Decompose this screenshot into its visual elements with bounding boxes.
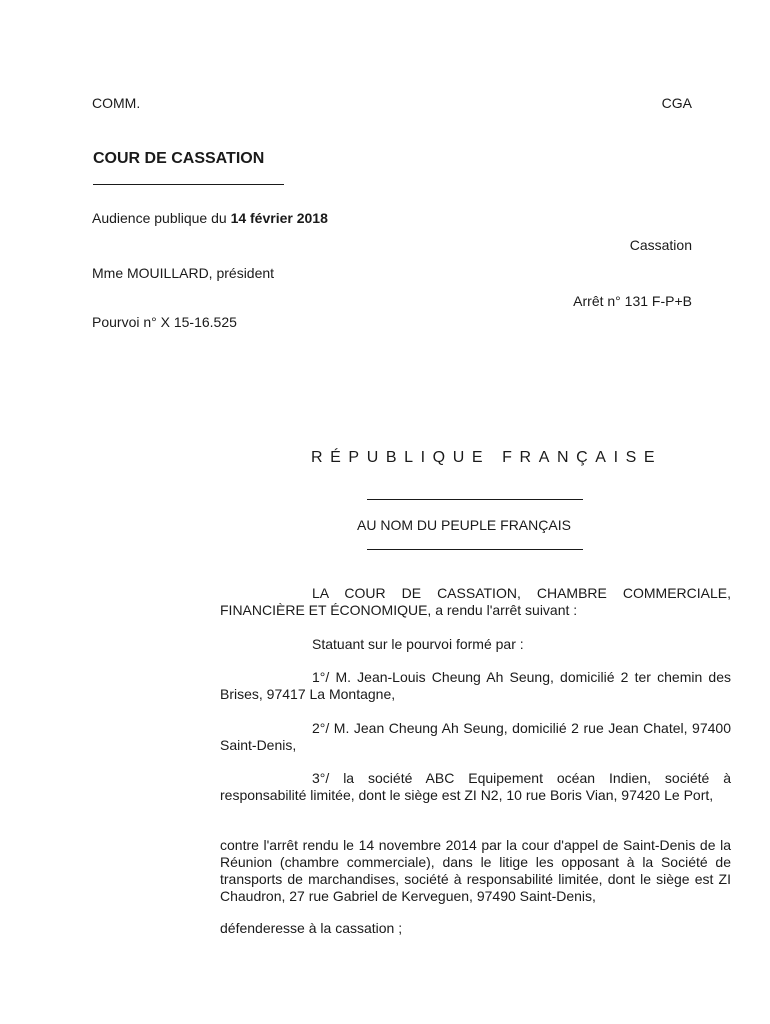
contre-text: contre l'arrêt rendu le 14 novembre 2014 par la cour d'appel de Saint-Denis de la Réunion (chambre commerciale), dans le litige les opposant à la Société de transports de marchandises, société à responsabilité limitée, dont le siège est ZI Chaudron, 27 rue Gabriel de Kerveguen, 97490 Saint-Denis, [220,837,731,904]
audience-line [92,210,328,226]
court-title-underline [93,184,284,185]
heading-rule-bottom [367,549,583,550]
court-title: COUR DE CASSATION [93,150,265,167]
party-2-paragraph [220,720,731,754]
party-1-text: 1°/ M. Jean-Louis Cheung Ah Seung, domicilié 2 ter chemin des Brises, 97417 La Montagne, [220,669,731,702]
audience-prefix: Audience publique du [92,210,231,226]
defenderesse-paragraph [220,920,731,937]
party-3-text: 3°/ la société ABC Equipement océan Indien, société à responsabilité limitée, dont le siège est ZI N2, 10 rue Boris Vian, 97420 Le Port, [220,770,731,803]
arret-number: Arrêt n° 131 F-P+B [573,293,692,309]
party-2-text: 2°/ M. Jean Cheung Ah Seung, domicilié 2 rue Jean Chatel, 97400 Saint-Denis, [220,720,731,753]
party-1-paragraph [220,669,731,703]
audience-date: 14 février 2018 [230,210,328,226]
contre-paragraph [220,837,731,905]
heading-rule-top [367,499,583,500]
intro-text: LA COUR DE CASSATION, CHAMBRE COMMERCIALE, FINANCIÈRE ET ÉCONOMIQUE, a rendu l'arrêt suivant : [220,585,731,618]
intro-paragraph [220,585,731,619]
right-reference: CGA [661,95,692,111]
party-3-paragraph [220,770,731,804]
statuant-paragraph [220,636,731,653]
peuple-heading: AU NOM DU PEUPLE FRANÇAIS [357,517,571,533]
defenderesse-text: défenderesse à la cassation ; [220,920,403,936]
pourvoi-number: Pourvoi n° X 15-16.525 [92,314,237,330]
left-reference: COMM. [92,95,141,111]
republique-heading: RÉPUBLIQUE FRANÇAISE [311,449,663,466]
president-line: Mme MOUILLARD, président [92,265,275,281]
statuant-text: Statuant sur le pourvoi formé par : [312,636,524,652]
decision-label: Cassation [629,237,692,253]
